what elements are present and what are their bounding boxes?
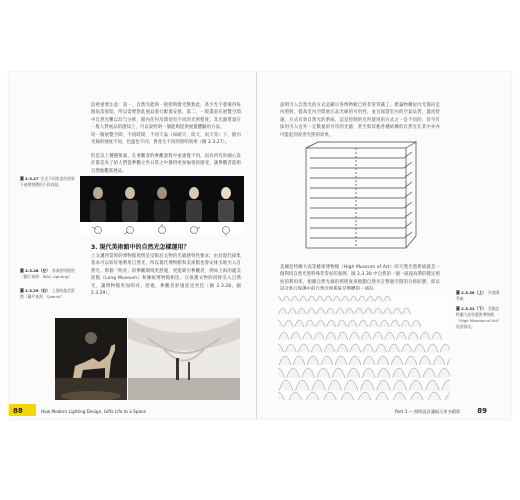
caption-number: 圖 2.3.27 (20, 176, 39, 181)
face-sketch-image (80, 224, 244, 237)
left-paragraph-2: 同一個展覽空間，不同時間、不同天氣（如晴天、陰天、雨天等）下，館內光線的強度不同，色溫也不同，會產生不同的照明效果（圖 2.3.27）。 (91, 133, 241, 146)
caption-fig-2-3-29 (20, 288, 76, 300)
caption-fig-2-3-31 (456, 306, 502, 330)
caption-fig-2-3-27 (20, 176, 76, 188)
book-gutter (256, 72, 257, 419)
roof-skylight-domes-illustration (278, 290, 450, 400)
section-heading: 3. 現代美術館中的自然光怎樣運用？ (91, 244, 190, 251)
right-paragraph-1: 說明引入自然光的方式是顯示各博物館已經非常常識了。建築物構屋內光都向室內照射，提高室內空間展示品光線的可用性，並且保證室內的空氣品質、溫度舒適，方式有效自然光的系統，這是控制的光所使用的方式之一是不同的，甚至有採用引入室外一定數量的可用的光源，甚至與其他各種結構的自然光在其中亦亦可能起到改善光照的效果。 (280, 103, 440, 138)
caption-text: 專業照明燈照（圖片來源：WAC Lighting） (20, 268, 75, 279)
louver-system-illustration (300, 140, 418, 260)
caption-text: 外遮陽系統 (456, 290, 500, 301)
caption-number: 圖 2.3.30（上） (456, 290, 486, 295)
lighting-sketch-row (80, 222, 244, 235)
left-intro-paragraph: 這裡重要注意：第一，自然光能與一般照明燈光整無此，甚少光不會變得每個角落很暗，所以需要對此展品進行配置安排，第二，一般畫前在展覽空間中自然光難以均勻分佈，館內任何房間須有不同的光照程度；其光源質量在一般人對展品的感知上，可以說照明一個能夠提供視覺體驗的方法。 (91, 103, 241, 131)
caption-fig-2-3-30 (456, 290, 502, 302)
left-page-number: 88 (13, 407, 23, 415)
roof-domes-image (278, 290, 450, 400)
caption-fig-2-3-28 (20, 268, 76, 280)
louver-sketch-image (300, 140, 418, 260)
caption-number: 圖 2.3.29（右） (20, 288, 50, 293)
caption-text: 美國亞特蘭大高等藝術博物館（High Museum of Art）屋頂採光。 (456, 306, 502, 329)
caption-text: 在光不同角度的照射下被照物體的不同表現。 (20, 176, 75, 187)
camel-sculpture-image (55, 318, 127, 400)
left-paragraph-3: 但是以上種種要素，在事觀者的參觀過程中並感覺不到，因為所有的細心設計都是為了給人們從參觀之外日常之中獲得更加愉悅的感受，讓參觀者能夠自然地觀賞展品。 (91, 154, 241, 174)
caption-number: 圖 2.3.31（下） (456, 306, 486, 311)
caption-number: 圖 2.3.28（左） (20, 268, 50, 273)
left-running-footer: How Modern Lighting Design, Gifts Life to a Space (41, 409, 146, 414)
right-page-number: 89 (477, 407, 487, 415)
section-3-body: 上文講到當時的博物館照明是受限於文物的光敏感特性要求，由於現代採集基本可以較好地利用自然光，所以現代博物館和美術館也會安排多地引入自然光。舉個「明亮」的參觀環境更舒適，更能吸引參觀者，例如上海的龍美術館（Long Museum）和傳統博物館相比，在保護文物的同時引入自然光，讓博物館更加明亮、舒適，參觀者舒適度也更佳（圖 2.3.28、圖 2.3.29）。 (91, 254, 241, 297)
long-museum-interior-photo (128, 318, 240, 400)
left-footer (9, 404, 256, 419)
museum-interior-image (128, 318, 240, 400)
right-footer (257, 404, 511, 419)
right-paragraph-2: 美國亞特蘭大高等藝術博物館（High Museum of Art）的天然光照系統就是一個利用自然光照特殊非常好的案例，圖 2.3.30 中自然的一個一區提高帶的穩定照度的利用率，根據自然光線的照明度來規劃自然光在整個空間的分佈狀態，即以 (280, 265, 440, 285)
right-running-footer: Part 3 — 照明設計讓展示更多精彩 (395, 409, 461, 414)
lighting-portrait-photo-row (80, 176, 244, 222)
lit-faces-image (80, 176, 244, 222)
caption-text: 上海的龍美術館（圖片來源：Quanhi） (20, 288, 75, 299)
camel-exhibit-photo (55, 318, 127, 400)
